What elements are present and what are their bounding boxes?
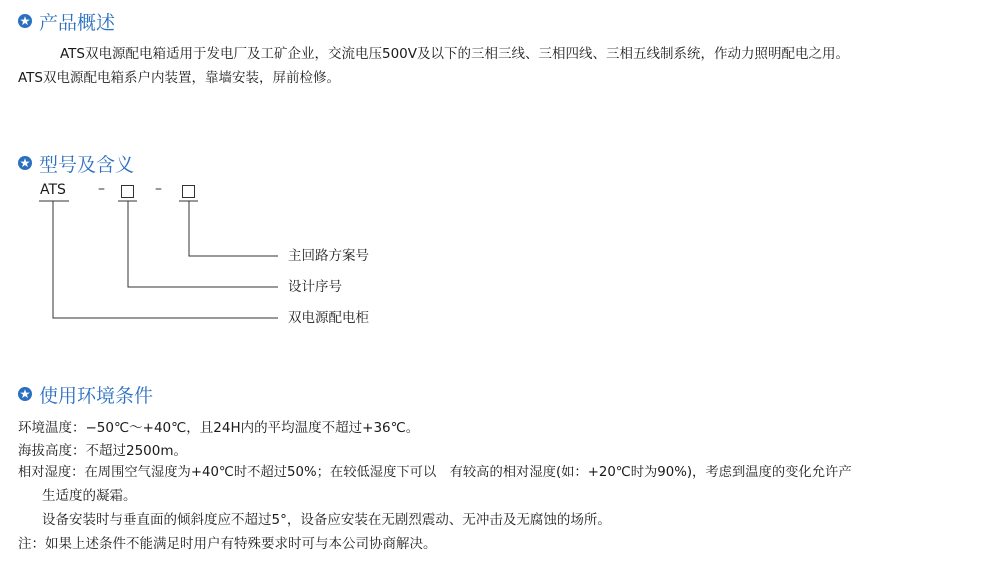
model-label-cabinet: 双电源配电柜 [288,310,369,326]
model-dash-2: – [155,181,162,197]
section-title-text: 产品概述 [39,11,116,34]
model-label-design: 设计序号 [288,279,342,295]
model-dash-1: – [98,181,105,197]
overview-line-1: ATS双电源配电箱适用于发电厂及工矿企业，交流电压500V及以下的三相三线、三相四线、三相五线制系统，作动力照明配电之用。 [60,46,850,62]
model-code: ATS [40,182,66,198]
section-title-text: 使用环境条件 [39,384,154,407]
model-box-design [121,185,134,198]
overview-line-2: ATS双电源配电箱系户内装置，靠墙安装，屏前检修。 [18,70,341,86]
model-label-scheme: 主回路方案号 [288,248,369,264]
model-box-scheme [182,185,195,198]
condition-note: 注：如果上述条件不能满足时用户有特殊要求时可与本公司协商解决。 [18,536,437,552]
star-icon [18,14,32,28]
condition-temperature: 环境温度：−50℃～+40℃，且24H内的平均温度不超过+36℃。 [18,420,420,436]
section-title-model [18,150,134,176]
condition-humidity: 相对湿度：在周围空气湿度为+40℃时不超过50%；在较低湿度下可以 有较高的相对湿度(如：+20℃时为90%)，考虑到温度的变化允许产 [18,465,852,480]
condition-installation: 设备安装时与垂直面的倾斜度应不超过5°，设备应安装在无剧烈震动、无冲击及无腐蚀的场所。 [42,512,611,528]
section-title-overview [18,8,115,34]
condition-altitude: 海拔高度：不超过2500m。 [18,443,188,459]
section-title-text: 型号及含义 [39,153,135,176]
star-icon [18,156,32,170]
section-title-conditions [18,381,153,407]
condition-humidity-cont: 生适度的凝霜。 [42,488,137,504]
star-icon [18,387,32,401]
